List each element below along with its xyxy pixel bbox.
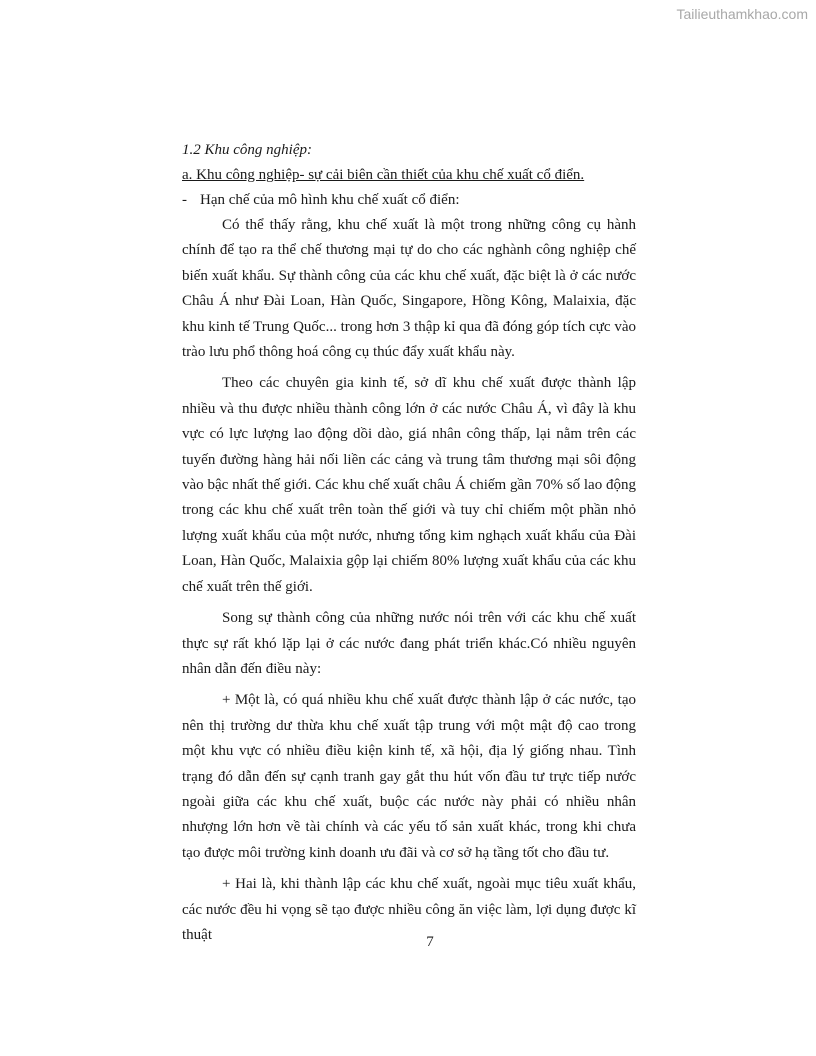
page-number: 7	[426, 934, 434, 950]
document-body	[182, 138, 636, 954]
bullet-marker: -	[182, 192, 187, 208]
paragraph: Theo các chuyên gia kinh tế, sở dĩ khu chế xuất được thành lập nhiều và thu được nhiều thành công lớn ở các nước Châu Á, vì đây là khu vực có lực lượng lao động dồi dào, giá nhân công thấp, lại nằm trên các tuyến đường hàng hải nối liền các cảng và trung tâm thương mại sôi động vào bậc nhất thế giới. Các khu chế xuất châu Á chiếm gần 70% số lao động trong các khu chế xuất trên toàn thế giới và tuy chỉ chiếm một phần nhỏ lượng xuất khẩu của một nước, nhưng tổng kim nghạch xuất khẩu của Đài Loan, Hàn Quốc, Malaixia gộp lại chiếm 80% lượng xuất khẩu của các khu chế xuất trên thế giới.	[182, 375, 636, 595]
paragraph: Song sự thành công của những nước nói trên với các khu chế xuất thực sự rất khó lặp lại ở các nước đang phát triển khác.Có nhiều nguyên nhân dẫn đến điều này:	[182, 610, 636, 677]
subsection-heading: a. Khu công nghiệp- sự cải biên cần thiết của khu chế xuất cổ điển.	[182, 167, 585, 183]
paragraph: Có thể thấy rằng, khu chế xuất là một trong những công cụ hành chính để tạo ra thể chế thương mại tự do cho các nghành công nghiệp chế biến xuất khẩu. Sự thành công của các khu chế xuất, đặc biệt là ở các nước Châu Á như Đài Loan, Hàn Quốc, Singapore, Hồng Kông, Malaixia, đặc khu kinh tế Trung Quốc... trong hơn 3 thập kỉ qua đã đóng góp tích cực vào trào lưu phổ thông hoá công cụ thúc đẩy xuất khẩu này.	[182, 217, 636, 361]
bullet-text: Hạn chế của mô hình khu chế xuất cổ điển:	[200, 192, 460, 208]
bullet-item	[182, 188, 636, 213]
paragraph: + Một là, có quá nhiều khu chế xuất được thành lập ở các nước, tạo nên thị trường dư thừa khu chế xuất tập trung với một mật độ cao trong một khu vực có nhiều điều kiện kinh tế, xã hội, địa lý giống nhau. Tình trạng đó dẫn đến sự cạnh tranh gay gắt thu hút vốn đầu tư trực tiếp nước ngoài giữa các khu chế xuất, buộc các nước này phải có nhiều nhân nhượng lớn hơn về tài chính và các yếu tố sản xuất khác, trong khi chưa tạo được môi trường kinh doanh ưu đãi và cơ sở hạ tầng tốt cho đầu tư.	[182, 692, 636, 861]
section-heading: 1.2 Khu công nghiệp:	[182, 142, 312, 158]
watermark: Tailieuthamkhao.com	[676, 6, 808, 22]
paragraph: + Hai là, khi thành lập các khu chế xuất, ngoài mục tiêu xuất khẩu, các nước đều hi vọng sẽ tạo được nhiều công ăn việc làm, lợi dụng được kĩ thuật	[182, 876, 636, 943]
